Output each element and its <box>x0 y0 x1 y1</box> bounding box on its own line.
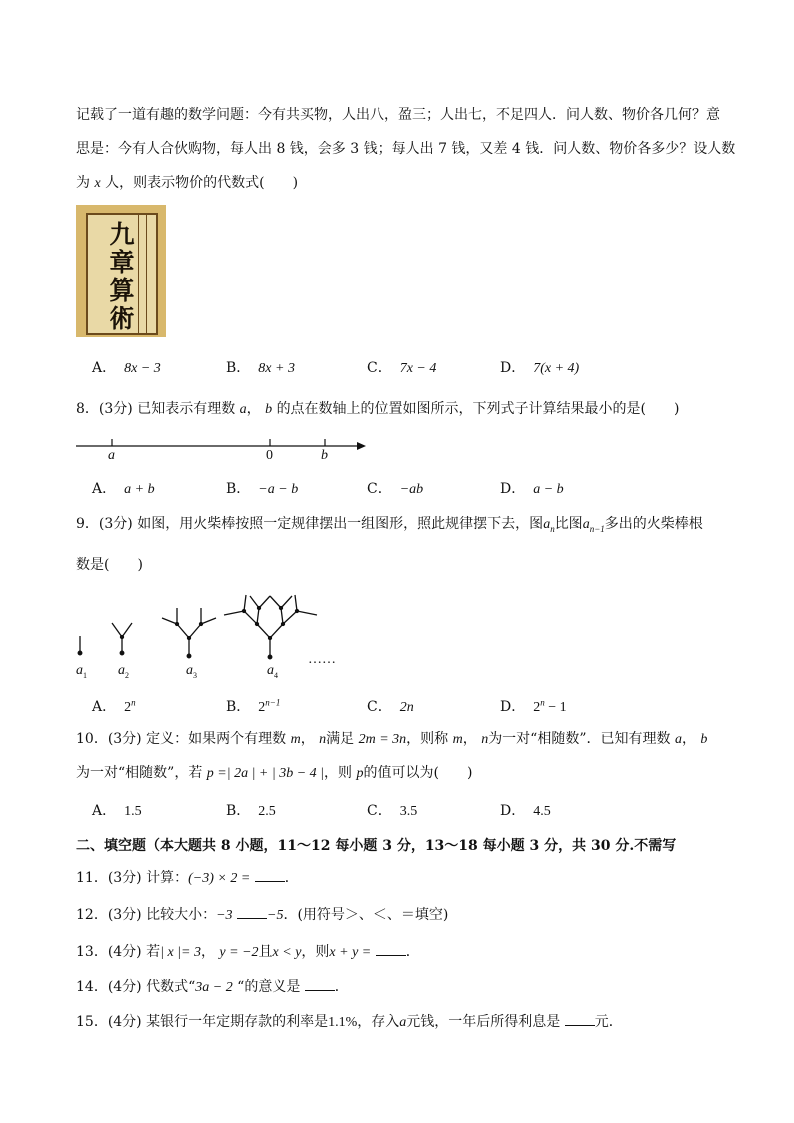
option-label: D． <box>500 699 526 715</box>
q15-stem-part: ，存入 <box>357 1014 400 1030</box>
q10-sep: ， <box>681 731 696 747</box>
q10-option-d[interactable] <box>500 800 551 820</box>
q14-stem-part: “的意义是 <box>237 979 301 995</box>
option-label: B． <box>226 481 251 497</box>
variable-m: m <box>452 732 463 747</box>
q10-stem-part: ，则 <box>324 765 353 781</box>
fig-ellipsis: …… <box>308 652 336 667</box>
q12-stem: 12．(3分) 比较大小： <box>76 907 217 923</box>
fig-label-a2 <box>118 663 129 680</box>
variable-n: n <box>481 732 489 747</box>
option-label: B． <box>226 803 251 819</box>
fig-label-subscript: 3 <box>193 670 197 680</box>
option-label: A． <box>92 360 117 376</box>
q15-stem: 15．(4分) 某银行一年定期存款的利率是 <box>76 1014 329 1030</box>
option-exponent: n−1 <box>265 697 281 708</box>
q9-stem-line-2: 数是( ) <box>76 557 143 573</box>
symbol-an: a <box>543 517 551 532</box>
option-text: 7x − 4 <box>399 361 437 376</box>
q10-option-c[interactable] <box>367 800 417 820</box>
option-base: 2 <box>533 700 541 715</box>
intro-line-3-prefix: 为 <box>76 175 90 191</box>
option-label: A． <box>92 481 117 497</box>
q13-expression: x + y = <box>329 945 372 960</box>
option-label: C． <box>367 699 392 715</box>
option-label: A． <box>92 803 117 819</box>
option-text: 8x − 3 <box>124 361 161 376</box>
intro-line-3-suffix: 人，则表示物价的代数式( ) <box>105 175 299 191</box>
q10-stem-part: 的值可以为( ) <box>363 765 473 781</box>
q14-expression: 3a − 2 <box>195 980 233 995</box>
q15 <box>76 1011 623 1031</box>
q10-stem-part: 满足 <box>326 731 355 747</box>
variable-x: x <box>94 176 101 191</box>
q10-stem-part: 10．(3分) 定义：如果两个有理数 <box>76 731 287 747</box>
option-label: C． <box>367 803 392 819</box>
option-text: 1.5 <box>124 804 142 819</box>
option-label: A． <box>92 699 117 715</box>
q10-sep: ， <box>300 731 315 747</box>
matchstick-a3 <box>162 608 216 658</box>
q13-stem: 13．(4分) 若 <box>76 944 161 960</box>
q10-stem-part: 为一对“相随数”．已知有理数 <box>488 731 671 747</box>
q13-sep: ， <box>200 944 215 960</box>
symbol-an1-subscript: n−1 <box>589 523 605 534</box>
q11-answer-blank[interactable] <box>255 869 285 882</box>
fig-label: a <box>186 663 193 678</box>
option-label: C． <box>367 481 392 497</box>
option-text: a − b <box>533 482 564 497</box>
fig-label-subscript: 4 <box>274 670 278 680</box>
option-text: 2.5 <box>258 804 276 819</box>
q9-option-d[interactable] <box>500 696 567 716</box>
q14-answer-blank[interactable] <box>305 978 335 991</box>
q14-stem: 14．(4分) 代数式“ <box>76 979 196 995</box>
fig-label-subscript: 1 <box>83 670 87 680</box>
option-text: 3.5 <box>399 804 418 819</box>
q13-answer-blank[interactable] <box>376 943 406 956</box>
q10-option-a[interactable] <box>92 800 142 820</box>
option-base: 2 <box>258 700 266 715</box>
axis-label-zero: 0 <box>266 448 273 463</box>
fig-label: a <box>267 663 274 678</box>
variable-n: n <box>319 732 327 747</box>
option-base: 2 <box>124 700 132 715</box>
option-label: D． <box>500 360 526 376</box>
q10-stem-part: ，则称 <box>406 731 449 747</box>
option-text: −ab <box>399 482 424 497</box>
q12-answer-blank[interactable] <box>237 906 267 919</box>
variable-p: p <box>356 766 364 781</box>
q10-stem-line-1 <box>76 728 707 748</box>
intro-line-1: 记载了一道有趣的数学问题：今有共买物，人出八，盈三；人出七，不足四人．问人数、物价各几何？意 <box>76 107 720 123</box>
variable-m: m <box>290 732 301 747</box>
q15-rate: 1.1% <box>328 1015 358 1030</box>
section-2-heading: 二、填空题（本大题共 8 小题，11～12 每小题 3 分，13～18 每小题 3 分，共 30 分.不需写 <box>76 838 677 854</box>
variable-b: b <box>700 732 708 747</box>
option-text: −a − b <box>258 482 299 497</box>
q10-option-b[interactable] <box>226 800 276 820</box>
option-text: 8x + 3 <box>258 361 295 376</box>
q10-p-equation: p =| 2a | + | 3b − 4 | <box>206 766 325 781</box>
q13-end: ． <box>405 944 420 960</box>
q12 <box>76 904 448 924</box>
variable-b: b <box>265 402 273 417</box>
q13-condition-1: | x |= 3 <box>160 945 201 960</box>
q13-condition-2: y = −2 <box>219 945 259 960</box>
fig-label: a <box>118 663 125 678</box>
matchstick-a1 <box>78 636 82 655</box>
q10-sep: ， <box>462 731 477 747</box>
book-title-char: 算 <box>109 276 135 305</box>
q10-stem-part: 为一对“相随数”，若 <box>76 765 203 781</box>
q8-stem-part: 8．(3分) 已知表示有理数 <box>76 401 236 417</box>
q13-condition-3: x < y <box>272 945 302 960</box>
q10-equation: 2m = 3n <box>358 732 407 747</box>
variable-a: a <box>239 402 247 417</box>
option-label: C． <box>367 360 392 376</box>
option-text: 4.5 <box>533 804 551 819</box>
q11-stem: 11．(3分) 计算： <box>76 870 189 886</box>
q12-instruction: ．(用符号＞、＜、＝填空) <box>283 907 449 923</box>
q11 <box>76 867 299 887</box>
q11-end: ． <box>284 870 299 886</box>
book-title-char: 章 <box>109 248 135 277</box>
q15-end: 元． <box>594 1014 623 1030</box>
q9-option-b[interactable] <box>226 696 280 716</box>
q9-stem-part: 比图 <box>554 516 583 532</box>
option-exponent: n <box>540 697 545 708</box>
q8-stem-part: 的点在数轴上的位置如图所示，下列式子计算结果最小的是( ) <box>276 401 680 417</box>
fig-label-a3 <box>186 663 197 680</box>
q14 <box>76 976 349 996</box>
intro-line-2: 思是：今有人合伙购物，每人出 8 钱，会多 3 钱；每人出 7 钱，又差 4 钱．问人数、物价各多少？设人数 <box>76 141 736 157</box>
q13 <box>76 941 420 961</box>
matchstick-a4 <box>224 595 317 659</box>
axis-label-b: b <box>321 448 328 463</box>
fig-label-a4 <box>267 663 278 680</box>
fig-label-subscript: 2 <box>125 670 129 680</box>
fig-label-a1 <box>76 663 87 680</box>
q13-and: 且 <box>258 944 273 960</box>
q12-right-value: −5 <box>267 908 284 923</box>
q15-answer-blank[interactable] <box>565 1013 595 1026</box>
option-text: 7(x + 4) <box>533 361 580 376</box>
option-label: B． <box>226 699 251 715</box>
option-tail: − 1 <box>544 700 567 715</box>
variable-a: a <box>399 1015 407 1030</box>
q14-end: ． <box>334 979 349 995</box>
q11-expression: (−3) × 2 = <box>188 871 251 886</box>
q10-stem-line-2 <box>76 762 472 782</box>
book-title-char: 九 <box>109 220 135 249</box>
symbol-an1: a <box>582 517 590 532</box>
q8-comma: ， <box>246 401 261 417</box>
matchstick-a2 <box>112 623 132 655</box>
variable-a: a <box>674 732 682 747</box>
option-base: 2n <box>399 700 414 715</box>
axis-label-a: a <box>108 448 115 463</box>
option-label: D． <box>500 481 526 497</box>
q9-option-a[interactable] <box>92 696 136 716</box>
option-text: a + b <box>124 482 155 497</box>
q9-stem-part: 多出的火柴棒根 <box>604 516 703 532</box>
option-label: B． <box>226 360 251 376</box>
fig-label: a <box>76 663 83 678</box>
q15-stem-part: 元钱，一年后所得利息是 <box>406 1014 561 1030</box>
q9-stem-part: 9．(3分) 如图，用火柴棒按照一定规律摆出一组图形，照此规律摆下去，图 <box>76 516 544 532</box>
option-exponent: n <box>131 697 136 708</box>
option-label: D． <box>500 803 526 819</box>
book-title-char: 術 <box>109 304 135 333</box>
q9-option-c[interactable] <box>367 696 414 716</box>
q12-left-value: −3 <box>216 908 233 923</box>
symbol-an-subscript: n <box>550 523 555 534</box>
q13-then: ，则 <box>301 944 330 960</box>
